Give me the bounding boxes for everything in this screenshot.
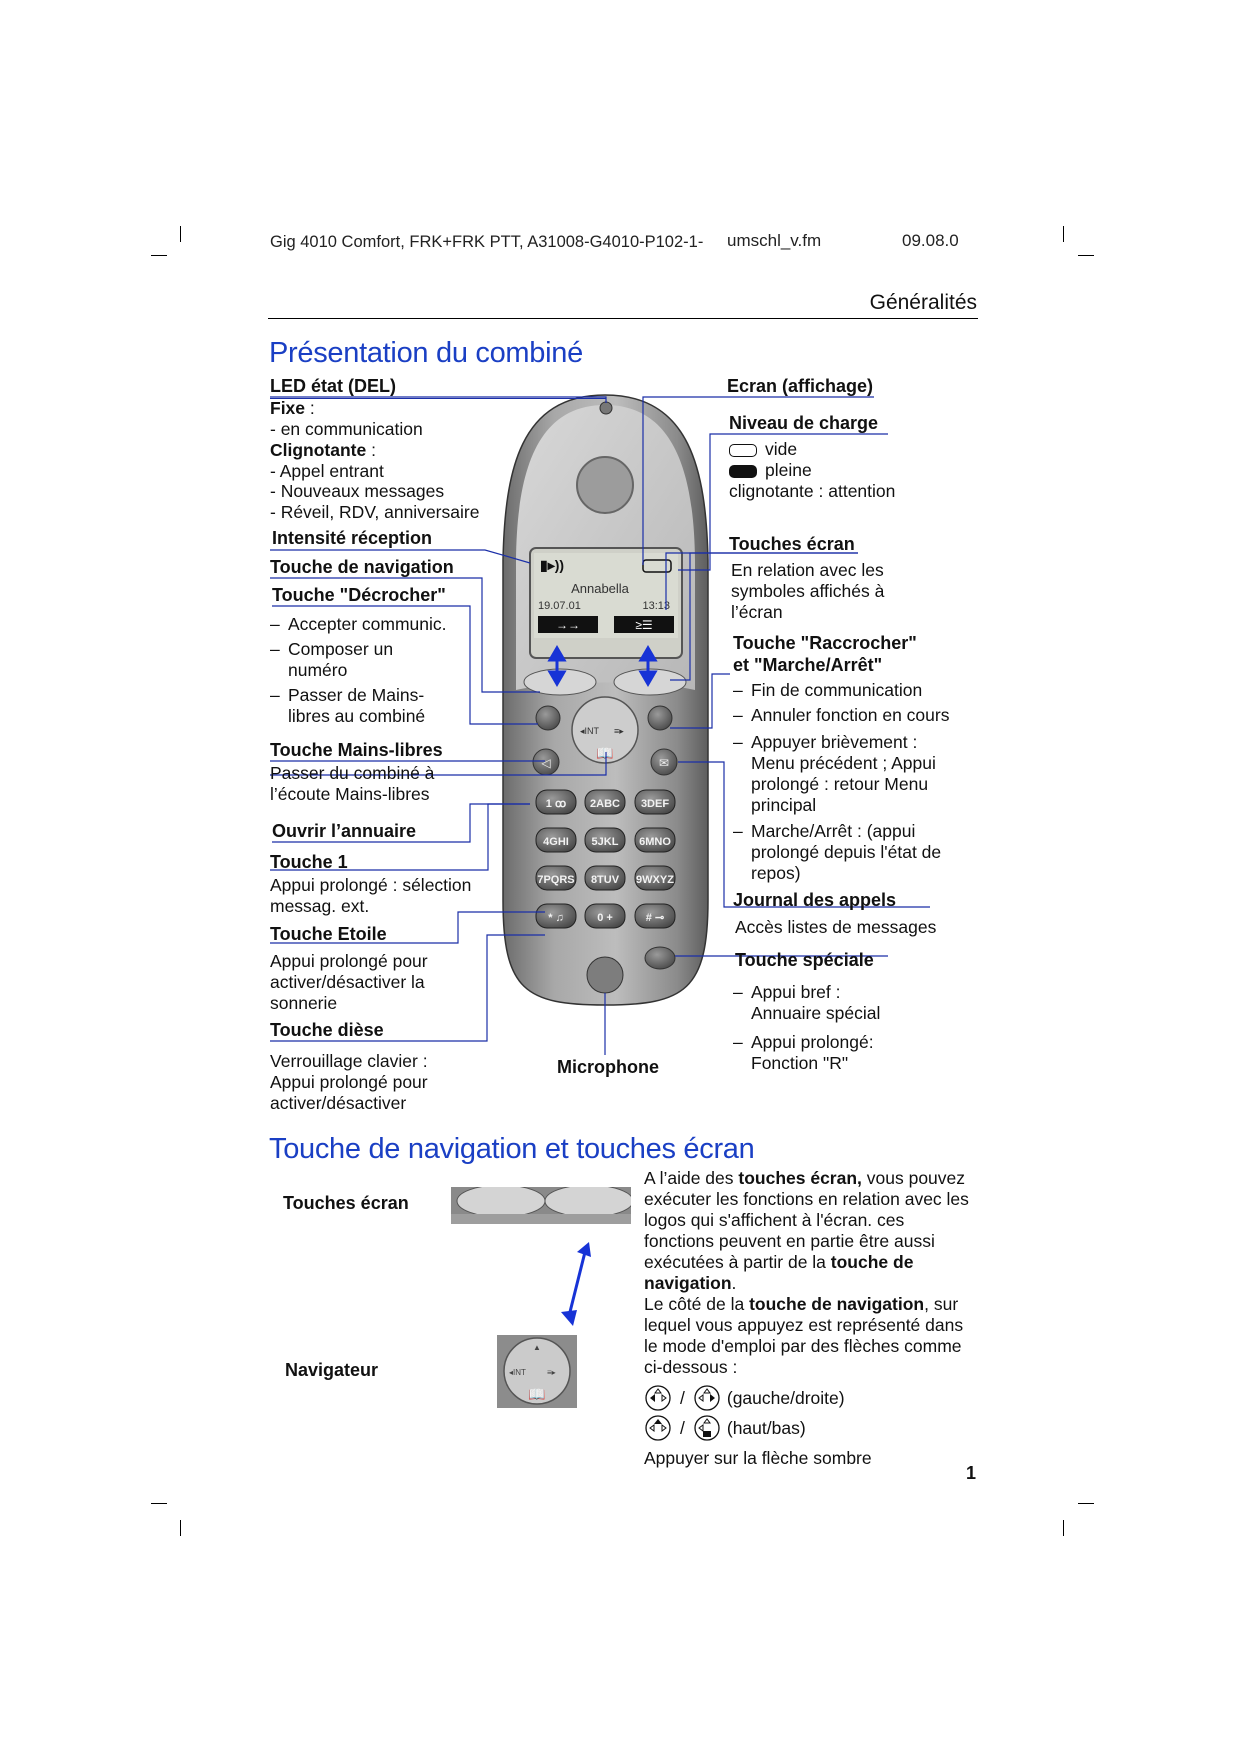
display-time: 13:13 [642, 600, 670, 612]
section-title-presentation: Présentation du combiné [269, 337, 583, 369]
special-key[interactable] [645, 947, 675, 969]
colon: : [305, 398, 315, 418]
label-decrocher: Touche "Décrocher" [272, 585, 446, 605]
display-screen [530, 548, 682, 658]
label-touche1: Touche 1 [270, 852, 348, 872]
journal-desc: Accès listes de messages [735, 917, 937, 937]
nav-up-arrow-icon [644, 1414, 672, 1442]
list-item: – Appui prolongé: Fonction "R" [733, 1032, 874, 1073]
softkeys-photo [451, 1187, 631, 1224]
microphone-hole [587, 957, 623, 993]
end-key[interactable] [648, 706, 672, 730]
label-raccrocher-2: et "Marche/Arrêt" [733, 655, 883, 675]
keypad-key-label: 4GHI [543, 836, 569, 848]
navigation-key[interactable] [572, 697, 638, 763]
keypad-key-label: 0 + [597, 912, 613, 924]
label-reception: Intensité réception [272, 528, 433, 548]
file-name: umschl_v.fm [727, 231, 822, 250]
envelope-icon: ✉ [658, 756, 670, 770]
phonebook-icon: 📖 [528, 1386, 546, 1402]
label-annuaire: Ouvrir l’annuaire [272, 821, 417, 841]
page-number: 1 [966, 1463, 977, 1483]
led-clign-item: - Appel entrant [270, 461, 384, 481]
label-mains-libres: Touche Mains-libres [270, 740, 443, 760]
display-softkey-left: →→ [556, 618, 580, 632]
text-run: vous pouvez exécuter les fonctions en relation avec les logos qui s'affichent à l'écran. ces fonctions peuvent en partie être aussi exécutées à partir de la [644, 1168, 969, 1272]
text-run-bold: touches écran, [738, 1168, 862, 1188]
text-run: , sur lequel vous appuyez est représenté dans le mode d'emploi par des flèches comme ci-dessous : [644, 1294, 964, 1377]
label-speciale: Touche spéciale [735, 950, 874, 970]
keypad-key-label: 3DEF [640, 798, 670, 810]
slash: / [680, 1417, 685, 1438]
label-etoile: Touche Etoile [270, 924, 387, 944]
up-down-label: (haut/bas) [726, 1417, 806, 1438]
label-microphone: Microphone [557, 1057, 659, 1077]
led-clign-item: - Réveil, RDV, anniversaire [270, 502, 480, 522]
section-title-navigation: Touche de navigation et touches écran [269, 1133, 755, 1165]
label-ecran: Ecran (affichage) [727, 376, 874, 396]
battery-empty-icon [729, 444, 757, 457]
svg-text:▮▸)): ▮▸)) [540, 557, 565, 573]
speaker-icon: ◁ [541, 756, 551, 770]
slash: / [680, 1387, 685, 1408]
navigation-paragraph [644, 1168, 969, 1378]
nav-down-arrow-icon [693, 1414, 721, 1442]
touches-ecran-desc: En relation avec les symboles affichés à l’écran [731, 560, 885, 622]
keypad-key-label: 1 ꝏ [545, 798, 567, 810]
keypad-key-label: * ♫ [548, 912, 564, 924]
label-diese: Touche dièse [270, 1020, 384, 1040]
svg-text:▲: ▲ [533, 1343, 541, 1352]
dark-arrow-note: Appuyer sur la flèche sombre [644, 1448, 872, 1468]
nav-int-label: ◂INT [509, 1368, 526, 1377]
display-date: 19.07.01 [538, 600, 581, 612]
keypad-key-label: 6MNO [639, 836, 671, 848]
double-arrow [557, 1240, 597, 1328]
doc-reference: Gig 4010 Comfort, FRK+FRK PTT, A31008-G4010-P102-1- [270, 233, 704, 251]
left-right-label: (gauche/droite) [726, 1387, 845, 1408]
text-run: Le côté de la [644, 1294, 750, 1314]
charge-pleine: pleine [729, 460, 812, 481]
arrows-up-down-row [644, 1414, 806, 1442]
keypad-key-label: 9WXYZ [636, 874, 674, 886]
label-raccrocher-1: Touche "Raccrocher" [733, 633, 917, 653]
speciale-items [733, 982, 933, 1074]
label-journal: Journal des appels [733, 890, 897, 910]
list-item: – Composer un numéro [270, 639, 394, 680]
text-run: A l’aide des [644, 1168, 739, 1188]
nav-left-arrow-icon [644, 1384, 672, 1412]
nav-right-arrow-icon [693, 1384, 721, 1412]
keypad-key-label: 2ABC [590, 798, 620, 810]
led-clign-label: Clignotante [270, 440, 367, 460]
led-fixe-item: - en communication [270, 419, 423, 439]
navigator-photo [497, 1335, 577, 1408]
text-run-bold: touche de navigation [644, 1252, 914, 1293]
list-item: – Appuyer brièvement : Menu précédent ; Appui prolongé : retour Menu principal [733, 732, 936, 815]
arrows-left-right-row [644, 1384, 845, 1412]
phonebook-icon: 📖 [596, 745, 614, 761]
keypad-key-label: 7PQRS [537, 874, 575, 886]
list-item: – Passer de Mains-libres au combiné [270, 685, 426, 726]
display-softkey-right: ≥☰ [635, 618, 653, 632]
label-touches-ecran-2: Touches écran [283, 1193, 409, 1213]
list-item: – Accepter communic. [270, 614, 447, 634]
nav-menu-label: ≡▸ [547, 1368, 556, 1377]
led-clign-item: - Nouveaux messages [270, 481, 445, 501]
keypad-key-label: 8TUV [590, 874, 620, 886]
text-run: . [731, 1273, 737, 1293]
label-touches-ecran: Touches écran [729, 534, 855, 554]
mains-libres-desc: Passer du combiné à l’écoute Mains-libres [270, 763, 435, 804]
text-run-bold: touche de navigation [749, 1294, 925, 1314]
label-navigateur: Navigateur [285, 1360, 379, 1380]
decrocher-items [270, 614, 470, 727]
keypad-key-label: 5JKL [591, 836, 619, 848]
list-item: – Fin de communication [733, 680, 923, 700]
nav-menu-label: ≡▸ [614, 726, 624, 736]
led-clign [270, 440, 376, 461]
section-heading: Généralités [869, 291, 977, 314]
colon: : [366, 440, 376, 460]
touche1-desc: Appui prolongé : sélection messag. ext. [270, 875, 472, 916]
doc-date: 09.08.0 [902, 231, 959, 250]
nav-int-label: ◂INT [580, 726, 600, 736]
label-led: LED état (DEL) [270, 376, 606, 399]
led-fixe [270, 398, 315, 419]
battery-full-icon [729, 465, 757, 478]
label-navigation: Touche de navigation [270, 557, 454, 577]
list-item: – Annuler fonction en cours [733, 705, 950, 725]
diese-desc: Verrouillage clavier : Appui prolongé pour activer/désactiver [270, 1051, 428, 1113]
display-name: Annabella [571, 581, 629, 596]
keypad-key-label: # ⊸ [645, 912, 665, 924]
talk-key[interactable] [536, 706, 560, 730]
led-fixe-label: Fixe [270, 398, 306, 418]
raccrocher-items [733, 680, 973, 884]
list-item: – Appui bref : Annuaire spécial [733, 982, 881, 1023]
label-charge: Niveau de charge [729, 413, 879, 433]
charge-clign: clignotante : attention [729, 481, 896, 501]
etoile-desc: Appui prolongé pour activer/désactiver la sonnerie [270, 951, 428, 1013]
charge-vide: vide [729, 439, 797, 460]
list-item: – Marche/Arrêt : (appui prolongé depuis l'état de repos) [733, 821, 942, 883]
